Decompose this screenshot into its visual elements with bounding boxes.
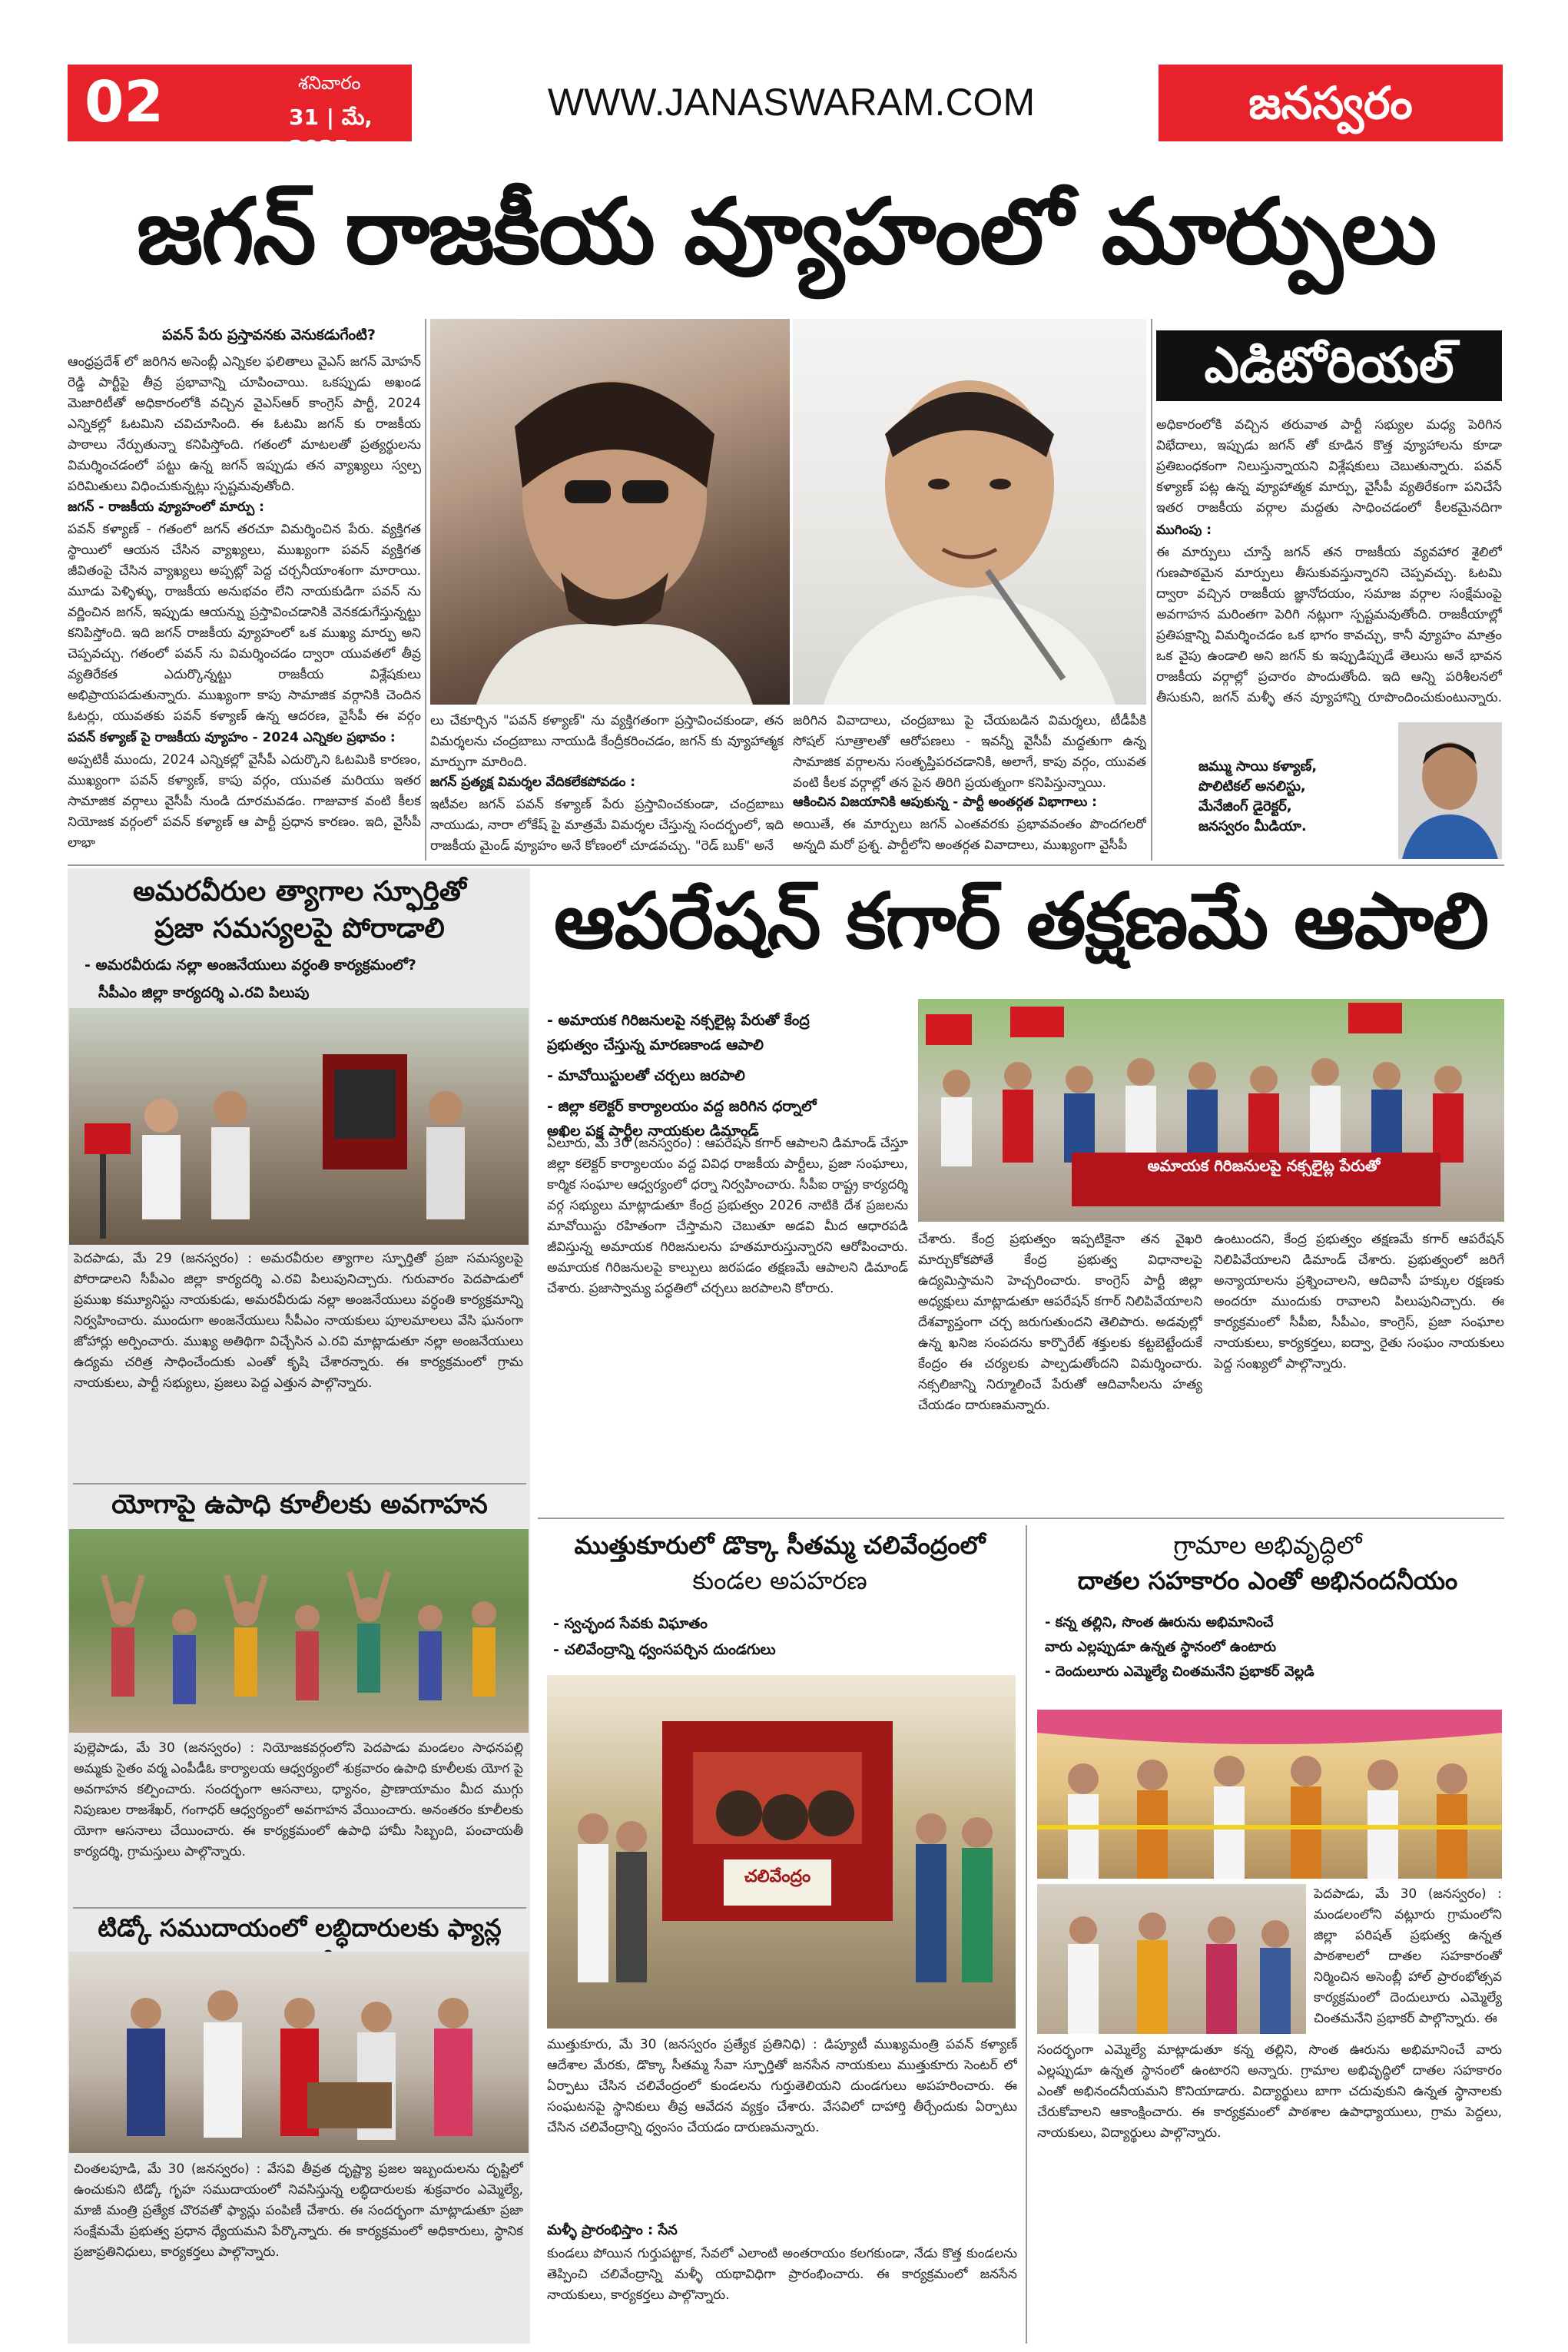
seethamma-bullets <box>553 1611 1014 1663</box>
lead-middle-col2b: అయితే, ఈ మార్పులు జగన్ ఎంతవరకు ప్రభావవంతం పొందగలరో అన్నది మరో ప్రశ్న. పార్టీలోని అంతర్గత వివాదాలు, ముఖ్యంగా వైసీపీ <box>793 817 1146 853</box>
kagar-banner-text: అమాయక గిరిజనులపై నక్సలైట్ల పేరుతో <box>1147 1156 1381 1175</box>
lead-column-rule <box>425 319 426 861</box>
kagar-protest-photo <box>918 999 1504 1222</box>
seethamma-body: ముత్తుకూరు, మే 30 (జనస్వరం ప్రత్యేక ప్రతినిధి) : డిప్యూటీ ముఖ్యమంత్రి పవన్ కళ్యాణ్ ఆదేశాల మేరకు, డొక్కా సీతమ్మ సేవా స్ఫూర్తితో జనసేన నాయకులు ముత్తుకూరు సెంటర్ లో ఏర్పాటు చేసిన చలివేంద్రంలో కుండలను గుర్తుతెలియని దుండగులు అపహరించారు. ఈ సంఘటనపై స్థానికులు తీవ్ర ఆవేదన వ్యక్తం చేశారు. వేసవిలో దాహార్తి తీర్చేందుకు ఏర్పాటు చేసిన చలివేంద్రాన్ని ధ్వంసం చేయడం దారుణమన్నారు. <box>547 2037 1017 2135</box>
kagar-col-3: ఉంటుందని, కేంద్ర ప్రభుత్వం తక్షణమే కగార్ ఆపరేషన్ నిలిపివేయాలని డిమాండ్ చేశారు. ప్రభుత్వంలో జరిగే అన్యాయాలను ప్రశ్నించాలని, ఆదివాసీ హక్కుల రక్షణకు అందరూ ముందుకు రావాలని పిలుపునిచ్చారు. ఈ కార్యక్రమంలో సీపీఐ, సీపీఎం, కాంగ్రెస్, ప్రజా సంఘాల నాయకులు, కార్యకర్తలు, ఐద్వా, రైతు సంఘం నాయకులు పెద్ద సంఖ్యలో పాల్గొన్నారు. <box>1214 1232 1504 1372</box>
lead-para-1: ఆంధ్రప్రదేశ్ లో జరిగిన అసెంబ్లీ ఎన్నికల ఫలితాలు వైఎస్ జగన్ మోహన్ రెడ్డి పార్టీపై తీవ్ర ప్రభావాన్ని చూపించాయి. ఒకప్పుడు అఖండ మెజారిటీతో అధికారంలోకి వచ్చిన వైఎస్ఆర్ కాంగ్రెస్ పార్టీ, 2024 ఎన్నికల్లో ఓటమిని చవిచూసింది. ఈ ఓటమి జగన్ కు రాజకీయ పాఠాలు నేర్పుతున్నా కనిపిస్తోంది. గతంలో మాటలతో ప్రత్యర్థులను విమర్శించడంలో పట్టు ఉన్న జగన్ ఇప్పుడు తన వ్యాఖ్యలు స్వల్ప పరిమితులు విధించుకున్నట్లు స్పష్టమవుతోంది. <box>68 354 421 494</box>
author-role-3: జనస్వరం మీడియా. <box>1198 818 1307 834</box>
seethamma-body-2: కుండలు పోయిన గుర్తుపట్టాక, సేవలో ఎలాంటి అంతరాయం కలగకుండా, నేడు కొత్త కుండలను తెప్పించి చలివేంద్రాన్ని మళ్ళీ యథావిధిగా ప్రారంభించారు. ఈ కార్యక్రమంలో జనసేన నాయకులు, కార్యకర్తలు పాల్గొన్నారు. <box>547 2246 1017 2303</box>
editorial-para-1: అధికారంలోకి వచ్చిన తరువాత పార్టీ సభ్యుల మధ్య పెరిగిన విభేదాలు, ఇప్పుడు జగన్ తో కూడిన కొత్త వ్యూహాలను కూడా ప్రతిబంధకంగా నిలుస్తున్నాయని విశ్లేషకులు చెబుతున్నారు. పవన్ కళ్యాణ్ పట్ల ఉన్న వ్యూహాత్మక మార్పు, వైసీపీ వ్యతిరేకంగా పనిచేసే ఇతర రాజకీయ వర్గాల మద్దతు సాధించడంలో కీలకమైనదిగా <box>1156 417 1502 516</box>
day-label: శనివారం <box>298 72 361 94</box>
lead-para-3: అప్పటికీ ముందు, 2024 ఎన్నికల్లో వైసీపీ ఎదుర్కొని ఓటమికి కారణం, ముఖ్యంగా పవన్ కళ్యాణ్, కాపు వర్గం, యువత మరియు ఇతర సామాజిక వర్గాలు వైసీపీ నుండి దూరమవడం. గాజువాక వంటి కీలక నియోజక వర్గంలో పవన్ కళ్యాణ్ ఆ పార్టీ ప్రధాన కారణం. ఇది, వైసీపీ లాభా <box>68 752 421 851</box>
tidco-divider <box>73 1907 526 1909</box>
tidco-photo <box>69 1952 529 2153</box>
lead-subhead-1: జగన్ - రాజకీయ వ్యూహంలో మార్పు : <box>68 499 264 515</box>
seethamma-bullet-1: - స్వచ్ఛంద సేవకు విఘాతం <box>553 1615 708 1632</box>
editorial-column-rule <box>1151 319 1152 861</box>
gramala-bullet-1b: వారు ఎల్లప్పుడూ ఉన్నత స్థానంలో ఉంటారు <box>1045 1639 1277 1655</box>
lead-middle-col1b: ఇటీవల జగన్ పవన్ కళ్యాణ్ పేరు ప్రస్తావించకుండా, చంద్రబాబు నాయుడు, నారా లోకేష్ పై మాత్రమే విమర్శల చేస్తున్న సందర్భంలో, ఇది రాజకీయ మైండ్ వ్యూహం అనే కోణంలో చూడవచ్చు. "రెడ్ బుక్" అనే <box>430 797 784 854</box>
kagar-bullets <box>547 1008 908 1143</box>
date-label: 31 | మే, 2025 <box>289 104 373 161</box>
gramala-body-top <box>1314 1884 1502 2034</box>
tidco-body: చింతలపూడి, మే 30 (జనస్వరం) : వేసవి తీవ్రత దృష్ట్యా ప్రజల ఇబ్బందులను దృష్టిలో ఉంచుకుని టిడ్కో గృహ సముదాయంలో నివసిస్తున్న లబ్ధిదారులకు శుక్రవారం ఎమ్మెల్యే, మాజీ మంత్రి ప్రత్యేక చొరవతో ఫ్యాన్లు పంపిణీ చేశారు. ఈ సందర్భంగా మాట్లాడుతూ ప్రజా సంక్షేమమే ప్రభుత్వ ప్రధాన ధ్యేయమని పేర్కొన్నారు. ఈ కార్యక్రమంలో అధికారులు, స్థానిక ప్రజాప్రతినిధులు, కార్యకర్తలు పాల్గొన్నారు. <box>74 2161 523 2260</box>
lower-column-rule <box>1026 1525 1027 2344</box>
gramala-bullet-2: - దెందులూరు ఎమ్మెల్యే చింతమనేని ప్రభాకర్ వెల్లడి <box>1045 1664 1314 1680</box>
lead-middle-subhead-2: ఆకించిన విజయానికి ఆపుకున్న - పార్టీ అంతర్గత విభాగాలు : <box>793 795 1097 810</box>
lead-subhead-2: పవన్ కళ్యాణ్ పై రాజకీయ వ్యూహం - 2024 ఎన్నికల ప్రభావం : <box>68 730 396 745</box>
kagar-col-2: చేశారు. కేంద్ర ప్రభుత్వం ఇప్పటికైనా తన వైఖరి మార్చుకోకపోతే కేంద్ర ప్రభుత్వ విధానాలపై ఉద్యమిస్తామని హెచ్చరించారు. కాంగ్రెస్ పార్టీ జిల్లా అధ్యక్షులు మాట్లాడుతూ ఆపరేషన్ కగార్ నిలిపివేయాలని దేశవ్యాప్తంగా చర్చ జరుగుతుందని తెలిపారు. అడవుల్లో ఉన్న ఖనిజ సంపదను కార్పొరేట్ శక్తులకు కట్టబెట్టేందుకే కేంద్రం ఈ చర్యలకు పాల్పడుతోందని విమర్శించారు. నక్సలిజాన్ని నిర్మూలించే పేరుతో ఆదివాసీలను హత్య చేయడం దారుణమన్నారు. <box>918 1232 1202 1413</box>
seethamma-title-1: ముత్తుకూరులో డొక్కా సీతమ్మ చలివేంద్రంలో <box>574 1531 986 1560</box>
lead-middle-subhead: జగన్ ప్రత్యక్ష విమర్శల వేదికలేకపోవడం : <box>430 775 636 790</box>
kagar-bullet-1b: ప్రభుత్వం చేస్తున్న మారణకాండ ఆపాలి <box>547 1037 764 1053</box>
author-role-2: మేనేజింగ్ డైరెక్టర్, <box>1198 798 1292 814</box>
editorial-subhead: ముగింపు : <box>1156 522 1212 538</box>
seethamma-subhead: మళ్ళీ ప్రారంభిస్తాం : సేన <box>547 2222 678 2238</box>
lower-section-divider <box>538 1518 1504 1519</box>
gramala-ribbon-photo <box>1037 1710 1502 1879</box>
seethamma-photo <box>547 1675 1016 2029</box>
yoga-photo <box>69 1529 529 1733</box>
kagar-bullet-3b: అఖిల పక్ష పార్టీల నాయకుల డిమాండ్ <box>547 1123 759 1140</box>
kagar-headline: ఆపరేషన్ కగార్ తక్షణమే ఆపాలి <box>553 876 1489 966</box>
kagar-bullet-1: - అమాయక గిరిజనులపై నక్సలైట్ల పేరుతో కేంద్ర <box>547 1012 810 1029</box>
lead-para-2: పవన్ కళ్యాణ్ - గతంలో జగన్ తరచూ విమర్శించిన పేరు. వ్యక్తిగత స్థాయిలో ఆయన చేసిన వ్యాఖ్యలు, ముఖ్యంగా పవన్ వ్యక్తిగత జీవితంపై చేసిన వ్యాఖ్యలు అప్పట్లో పెద్ద చర్చనీయాంశంగా మారాయి. మూడు పెళ్ళిళ్ళు, రాజకీయ అనుభవం లేని నాయకుడిగా పవన్ ను వర్ణించిన జగన్, ఇప్పుడు ఆయన్ను ప్రస్తావించడానికి వెనకడుగేస్తున్నట్టు కనిపిస్తోంది. ఇది జగన్ రాజకీయ వ్యూహంలో ఒక ముఖ్య మార్పు అని చెప్పవచ్చు. గతంలో పవన్ ను విమర్శించడం ద్వారా యువతలో తీవ్ర వ్యతిరేకత ఎదుర్కొన్నట్టు రాజకీయ విశ్లేషకులు అభిప్రాయపడుతున్నారు. ముఖ్యంగా కాపు సామాజిక వర్గానికి చెందిన ఓటర్లు, యువతకు పవన్ కళ్యాణ్ ఉన్న ఆదరణ, వైసీపీ ఈ వర్గం <box>68 522 421 724</box>
tidco-title: టిడ్కో సముదాయంలో లబ్ధిదారులకు ఫ్యాన్ల <box>98 1913 502 1942</box>
yoga-title: యోగాపై ఉపాధి కూలీలకు అవగాహన <box>111 1489 488 1520</box>
seethamma-photo-sign: చలివేంద్రం <box>744 1867 811 1886</box>
amaraveerula-photo <box>69 1008 529 1245</box>
main-headline: జగన్ రాజకీయ వ్యూహంలో మార్పులు <box>136 178 1436 284</box>
kagar-bullet-2: - మావోయిస్టులతో చర్చలు జరపాలి <box>547 1067 745 1084</box>
seethamma-bullet-2: - చలివేంద్రాన్ని ధ్వంసపర్చిన దుండగులు <box>553 1641 776 1658</box>
gramala-body-continued: సందర్భంగా ఎమ్మెల్యే మాట్లాడుతూ కన్న తల్లిని, సొంత ఊరును అభిమానించే వారు ఎల్లప్పుడూ ఉన్నత స్థానంలో ఉంటారని అన్నారు. గ్రామాల అభివృద్ధిలో దాతల సహకారం ఎంతో అభినందనీయమని కొనియాడారు. విద్యార్థులు బాగా చదువుకుని ఉన్నత స్థానాలకు చేరుకోవాలని ఆకాంక్షించారు. ఈ కార్యక్రమంలో పాఠశాల ఉపాధ్యాయులు, గ్రామ పెద్దలు, నాయకులు, విద్యార్థులు పాల్గొన్నారు. <box>1037 2042 1502 2141</box>
gramala-honour-photo <box>1037 1884 1306 2034</box>
yoga-body: పుల్లెపాడు, మే 30 (జనస్వరం) : నియోజకవర్గంలోని పెదపాడు మండలం సాధనపల్లి అమ్మకు సైతం వర్మ ఎంపీడీఓ కార్యాలయ ఆధ్వర్యంలో శుక్రవారం ఉపాధి కూలీలకు యోగ పై అవగాహన కల్పించారు. సందర్భంగా ఆసనాలు, ధ్యానం, ప్రాణాయామం మీద ముగ్గు నిపుణుల రాజశేఖర్, గంగాధర్ ఆధ్వర్యంలో అవగాహన వేయించారు. అనంతరం కూలీలకు యోగా ఆసనాలు చేయించారు. ఈ కార్యక్రమంలో ఉపాధి హామీ సిబ్బంది, పంచాయతీ కార్యదర్శి, గ్రామస్తులు పాల్గొన్నారు. <box>74 1740 523 1859</box>
page-number: 02 <box>85 69 164 135</box>
amaraveerula-title-1: అమరవీరుల త్యాగాల స్ఫూర్తితో <box>133 876 466 907</box>
author-avatar <box>1398 722 1502 859</box>
gramala-title-1: గ్రామాల అభివృద్ధిలో <box>1173 1531 1362 1560</box>
gramala-bullets <box>1045 1611 1502 1684</box>
gramala-body: పెదపాడు, మే 30 (జనస్వరం) : మండలంలోని వట్లూరు గ్రామంలోని జిల్లా పరిషత్ ప్రభుత్వ ఉన్నత పాఠశాలలో దాతల సహకారంతో నిర్మించిన అసెంబ్లీ హాల్ ప్రారంభోత్సవ కార్యక్రమంలో దెందులూరు ఎమ్మెల్యే చింతమనేని ప్రభాకర్ పాల్గొన్నారు. ఈ <box>1314 1886 1502 2026</box>
lead-middle-col1: లు చేకూర్చిన "పవన్ కళ్యాణ్" ను వ్యక్తిగతంగా ప్రస్తావించకుండా, తన విమర్శలను చంద్రబాబు నాయుడి కేంద్రీకరించడం, జగన్ కు వ్యూహాత్మక మార్పుగా మారింది. <box>430 713 784 770</box>
pawan-kalyan-photo <box>430 319 790 705</box>
section-divider-top <box>68 864 1504 866</box>
jagan-photo <box>793 319 1146 705</box>
website-url[interactable]: WWW.JANASWARAM.COM <box>547 81 1036 124</box>
amaraveerula-bullet-2: సీపీఎం జిల్లా కార్యదర్శి ఎ.రవి పిలుపు <box>98 984 310 1001</box>
editorial-para-2: ఈ మార్పులు చూస్తే జగన్ తన రాజకీయ వ్యవహార శైలిలో గుణపాఠమైన మార్పులు తీసుకువస్తున్నారని చెప్పవచ్చు. ఓటమి ద్వారా వచ్చిన రాజకీయ జ్ఞానోదయం, సమాజ వర్గాల సంక్షేమంపై అవగాహన మరింతగా పెరిగి నట్లుగా స్పష్టమవుతోంది. రాజకీయాల్లో ప్రతిపక్షాన్ని విమర్శించడం ఒక భాగం కావచ్చు, కానీ వ్యూహం మాత్రం ఒక వైపు ఉండాలి అని జగన్ కు ఇప్పుడిప్పుడే తెలుసు అనే భావన రాజకీయ వర్గాల్లో ప్రచారం పొందుతోంది. ఇది ఆన్ని పరిశీలనలో తీసుకుని, జగన్ మళ్ళీ తన వ్యూహాన్ని రూపొందించుకుంటున్నారు. <box>1156 545 1502 705</box>
editorial-author <box>1198 757 1391 837</box>
lead-kicker: పవన్ పేరు ప్రస్తావనకు వెనుకడుగేంటి? <box>162 327 376 343</box>
author-name: జమ్ము సాయి కళ్యాణ్, <box>1198 758 1318 775</box>
amaraveerula-title-2: ప్రజా సమస్యలపై పోరాడాలి <box>154 913 445 944</box>
kagar-bullet-3: - జిల్లా కలెక్టర్ కార్యాలయం వద్ద జరిగిన ధర్నాలో <box>547 1098 817 1115</box>
amaraveerula-bullet-1: - అమరవీరుడు నల్లా అంజనేయులు వర్ధంతి కార్యక్రమంలో? <box>85 957 416 974</box>
gramala-title-2: దాతల సహకారం ఎంతో అభినందనీయం <box>1077 1566 1458 1595</box>
seethamma-title-2: కుండల అపహరణ <box>692 1566 867 1595</box>
paper-name: జనస్వరం <box>1159 65 1503 141</box>
amaraveerula-body: పెదపాడు, మే 29 (జనస్వరం) : అమరవీరుల త్యాగాల స్ఫూర్తితో ప్రజా సమస్యలపై పోరాడాలని సీపీఎం జిల్లా కార్యదర్శి ఎ.రవి పిలుపునిచ్చారు. గురువారం పెదపాడులో ప్రముఖ కమ్యూనిస్టు నాయకుడు, అమరవీరుడు నల్లా అంజనేయులు వర్ధంతి కార్యక్రమాన్ని నిర్వహించారు. ముందుగా అంజనేయులు సీపీఎం నాయకులు పూలమాలలు వేసి ఘనంగా జోహార్లు అర్పించారు. ముఖ్య అతిథిగా విచ్చేసిన ఎ.రవి మాట్లాడుతూ నల్లా అంజనేయులు ఉద్యమ చరిత్ర సాధించేందుకు ఎంతో కృషి చేశారన్నారు. ఈ కార్యక్రమంలో గ్రామ నాయకులు, పార్టీ సభ్యులు, ప్రజలు పెద్ద ఎత్తున పాల్గొన్నారు. <box>74 1251 523 1391</box>
yoga-divider <box>73 1483 526 1485</box>
kagar-col-1: ఏలూరు, మే 30 (జనస్వరం) : ఆపరేషన్ కగార్ ఆపాలని డిమాండ్ చేస్తూ జిల్లా కలెక్టర్ కార్యాలయం వద్ద వివిధ రాజకీయ పార్టీలు, ప్రజా సంఘాలు, కార్మిక సంఘాల ఆధ్వర్యంలో ధర్నా నిర్వహించారు. సీపీఐ రాష్ట్ర కార్యదర్శి వర్గ సభ్యులు మాట్లాడుతూ కేంద్ర ప్రభుత్వం 2026 నాటికి దేశ ప్రజలను మావోయిస్టు రహితంగా చేస్తామని చెబుతూ అడవి మీద ఆధారపడి జీవిస్తున్న అమాయక గిరిజనులను హతమారుస్తున్నారని ఆరోపించారు. అమాయక గిరిజనులపై కాల్పులు జరపడం తక్షణమే ఆపాలని డిమాండ్ చేశారు. ప్రజాస్వామ్య పద్ధతిలో చర్చలు జరపాలని కోరారు. <box>547 1136 908 1296</box>
author-role-1: పొలిటికల్ అనలిస్టు, <box>1198 778 1306 795</box>
editorial-label: ఎడిటోరియల్ <box>1156 330 1502 401</box>
page-number-bar <box>68 65 412 161</box>
gramala-bullet-1: - కన్న తల్లిని, సొంత ఊరును అభిమానించే <box>1045 1614 1274 1630</box>
lead-middle-col2: జరిగిన వివాదాలు, చంద్రబాబు పై చేయబడిన విమర్శలు, టీడీపీకి సోషల్ సూత్రాలతో ఆరోపణలు - ఇవన్నీ వైసీపీ మద్దతుగా ఉన్న సామాజిక వర్గాలను సంతృప్తిపరచడానికి, అలాగే, కాపు వర్గం, యువత వంటి కీలక వర్గాల్లో తన పైన తిరిగి ప్రయత్నంగా కనిపిస్తున్నాయి. <box>793 713 1146 791</box>
